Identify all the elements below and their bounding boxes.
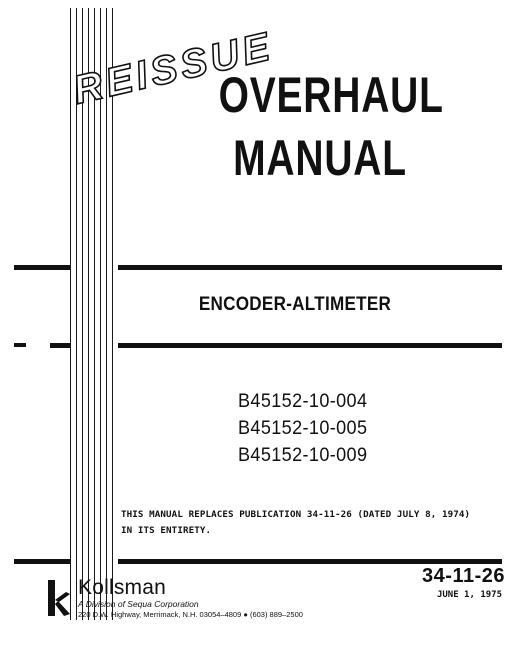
middle-rule-left (50, 343, 70, 348)
replacement-notice (121, 507, 501, 539)
bottom-rule-left (14, 559, 70, 564)
part-number: B45152-10-005 (238, 418, 368, 439)
subject-title: ENCODER-ALTIMETER (198, 294, 392, 315)
middle-rule-right (118, 343, 502, 348)
part-number: B45152-10-004 (238, 391, 368, 412)
top-rule-right (118, 265, 502, 270)
part-number: B45152-10-009 (238, 445, 368, 466)
document-number: 34-11-26 (422, 565, 505, 587)
bottom-rule-right (118, 559, 502, 564)
company-name: Kollsman (78, 576, 166, 599)
title-line-1: OVERHAUL (218, 67, 444, 123)
top-rule-left (14, 265, 70, 270)
company-tagline: A Division of Sequa Corporation (78, 599, 199, 609)
company-address: 220 D.W. Highway, Merrimack, N.H. 03054–4809 ● (603) 889–2500 (78, 610, 303, 619)
title-line-2: MANUAL (233, 130, 407, 186)
notice-line-2: IN ITS ENTIRETY. (121, 525, 212, 536)
document-date: JUNE 1, 1975 (436, 590, 502, 600)
kollsman-logo-icon (48, 580, 70, 616)
part-number-list (238, 388, 374, 469)
notice-line-1: THIS MANUAL REPLACES PUBLICATION 34-11-26 (DATED JULY 8, 1974) (121, 509, 471, 520)
reissue-stamp-text: REISSUE (69, 24, 278, 113)
margin-mark (14, 343, 26, 347)
